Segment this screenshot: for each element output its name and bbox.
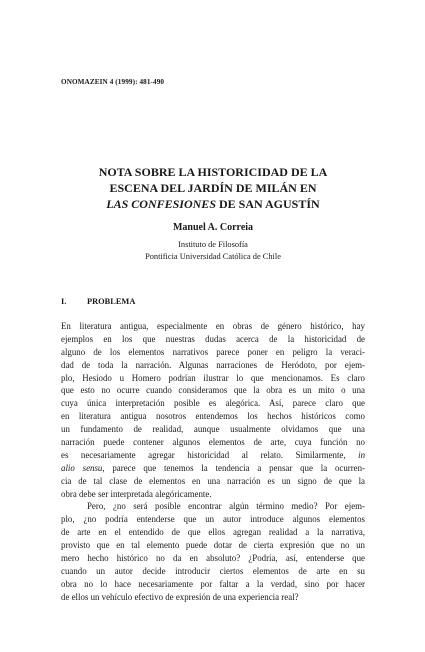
italic-phrase: alio sensu	[61, 462, 103, 473]
text-line: provisto que en tal elemento puede dotar de cierta expresión que no un	[61, 540, 365, 551]
text-line: plo, Hesíodo u Homero podrían ilustrar lo que mencionamos. Es claro	[61, 372, 365, 383]
text-line: dad de toda la narración. Algunas narraciones de Heródoto, por ejem-	[61, 359, 365, 370]
text-line	[61, 462, 365, 475]
text-line: En literatura antigua, especialmente en obras de género histórico, hay	[61, 321, 365, 331]
article-title	[61, 164, 365, 212]
title-line-3	[61, 196, 365, 212]
text-line: en literatura antigua nosotros entendemos los hechos históricos como	[61, 411, 365, 422]
section-number: I.	[61, 297, 67, 306]
italic-phrase: in	[358, 449, 366, 460]
running-head: ONOMAZEIN 4 (1999): 481-490	[61, 78, 165, 86]
author-institute: Instituto de Filosofía	[178, 240, 248, 249]
text-line: cuando un autor decide introducir ciertos elementos de arte en su	[61, 565, 365, 576]
section-heading	[61, 297, 135, 306]
text-line: cia de tal clase de elementos en una narración es un signo de que la	[61, 475, 365, 486]
body-text	[61, 320, 365, 604]
section-title: PROBLEMA	[87, 297, 136, 306]
text-line: cuya única interpretación posible es alegórica. Así, parece claro que	[61, 398, 365, 409]
text-line: de arte en el entendido de que ellos agregan realidad a la narrativa,	[61, 527, 365, 538]
author-name: Manuel A. Correia	[172, 222, 254, 233]
text-line: un fundamento de realidad, aunque usualmente olvidamos que una	[61, 424, 365, 435]
text-line: obra debe ser interpretada alegóricamente.	[61, 488, 212, 499]
text-line: obra no lo hace necesariamente por faltar a la verdad, sino por hacer	[61, 578, 365, 589]
text-line-part: es necesariamente agregar historicidad al relato. Similarmente,	[61, 449, 346, 460]
text-line: plo, ¿no podría entenderse que un autor introduce algunos elementos	[61, 514, 365, 525]
title-line-2: ESCENA DEL JARDÍN DE MILÁN EN	[109, 181, 317, 195]
title-line-1: NOTA SOBRE LA HISTORICIDAD DE LA	[98, 165, 328, 179]
text-line: que esto no ocurre cuando consideramos que la obra es un mito o una	[61, 385, 365, 396]
text-line: Pero, ¿no será posible encontrar algún término medio? Por ejem-	[87, 501, 365, 512]
author-university: Pontificia Universidad Católica de Chile	[145, 252, 281, 261]
title-italic-part: LAS CONFESIONES	[106, 197, 216, 211]
title-rest-part: DE SAN AGUSTÍN	[216, 197, 320, 211]
text-line: de ellos un vehículo efectivo de expresión de una experiencia real?	[61, 591, 299, 602]
text-line: narración puede contener algunos elementos de arte, cuya función no	[61, 437, 365, 448]
text-line: mero hecho histórico no da en absoluto? ¿Podría, así, entenderse que	[61, 553, 365, 564]
text-line: ejemplos en los que nuestras dudas acerca de la historicidad de	[61, 333, 365, 344]
text-line	[61, 449, 365, 462]
text-line: alguno de los elementos narrativos parece poner en peligro la veraci-	[61, 346, 365, 357]
text-line-part: , parece que tenemos la tendencia a pensar que la ocurren-	[102, 462, 365, 473]
